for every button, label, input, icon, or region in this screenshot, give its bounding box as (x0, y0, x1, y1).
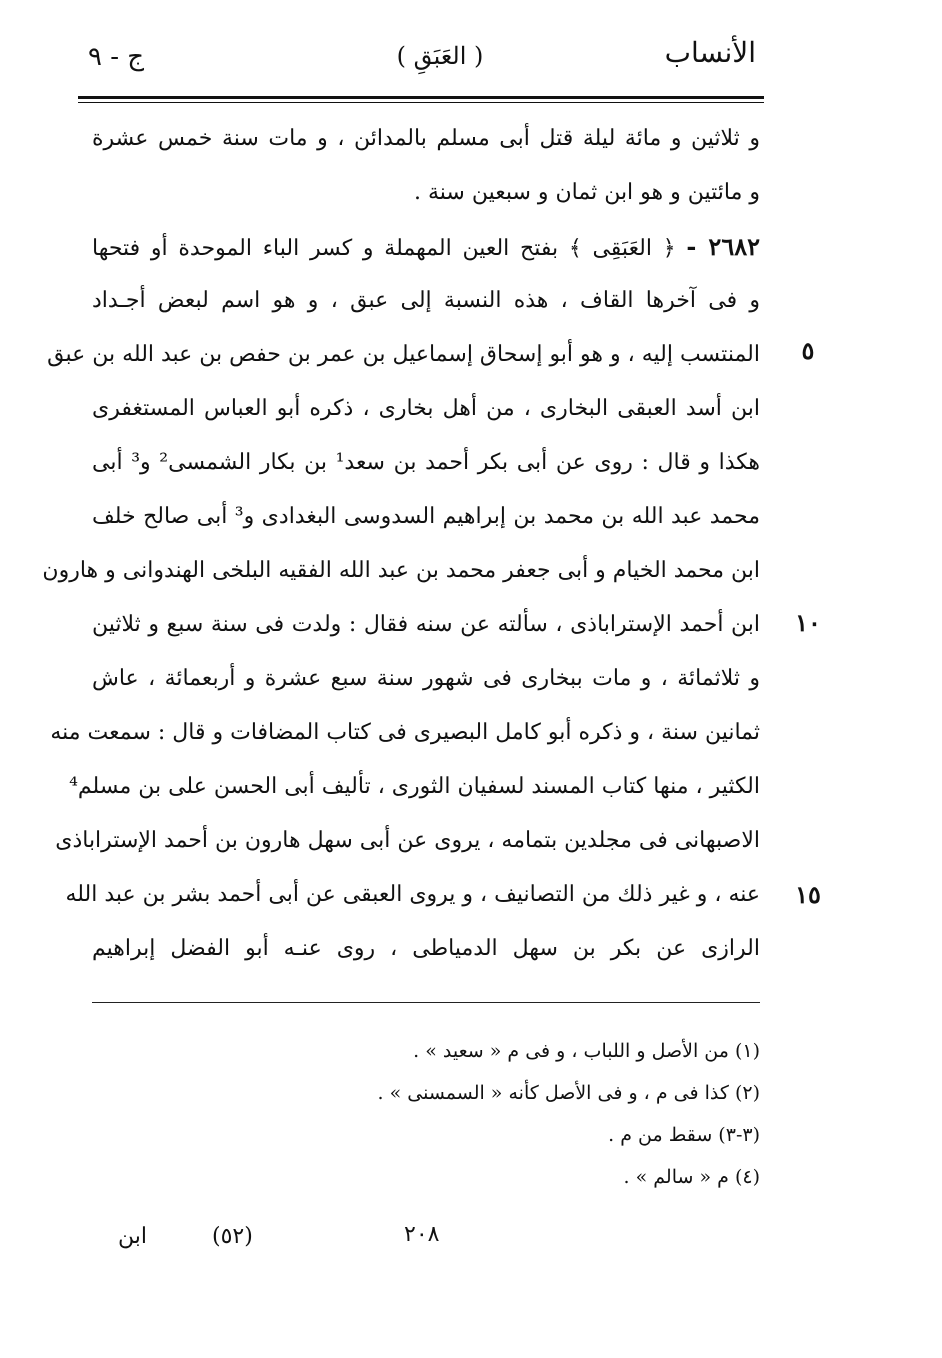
running-header-book: الأنساب (664, 36, 756, 69)
text-line: ابن أسد العبقى البخارى ، من أهل بخارى ، ذكره أبو العباس المستغفرى (92, 396, 760, 421)
running-header-volume: ج - ٩ (88, 42, 145, 72)
text-line: هكذا و قال : روى عن أبى بكر أحمد بن سعد¹ بن بكار الشمسى² و³ أبى (92, 450, 760, 475)
text-line: و مائتين و هو ابن ثمان و سبعين سنة . (413, 180, 760, 205)
entry-title-text: ﴿ العَبَقِى ﴾ بفتح العين المهملة و كسر الباء الموحدة أو فتحها (92, 236, 676, 261)
text-line: المنتسب إليه ، و هو أبو إسحاق إسماعيل بن عمر بن حفص بن عبد الله بن عبق (47, 342, 760, 367)
text-line: الاصبهانى فى مجلدين بتمامه ، يروى عن أبى سهل هارون بن أحمد الإستراباذى (55, 828, 760, 853)
footnote-item: (١) من الأصل و اللباب ، و فى م « سعيد » . (413, 1040, 760, 1062)
page-number: ٢٠٨ (404, 1222, 440, 1247)
running-header-nisba: ( العَبَقِ ) (396, 42, 484, 70)
header-rule-thick (78, 96, 764, 99)
line-number-10: ١٠ (795, 608, 821, 637)
catchword: ابن (118, 1224, 147, 1249)
line-number-5: ٥ (801, 336, 815, 365)
entry-number: ٢٦٨٢ - (686, 232, 760, 261)
text-line: الكثير ، منها كتاب المسند لسفيان الثورى ، تأليف أبى الحسن على بن مسلم⁴ (69, 774, 760, 799)
signature-mark: (٥٢) (212, 1224, 253, 1249)
text-line: ابن محمد الخيام و أبى جعفر محمد بن عبد الله الفقيه البلخى الهندوانى و هارون (42, 558, 760, 583)
text-line: عنه ، و غير ذلك من التصانيف ، و يروى العبقى عن أبى أحمد بشر بن عبد الله (65, 882, 760, 907)
text-line: و ثلاثمائة ، و مات ببخارى فى شهور سنة سبع عشرة و أربعمائة ، عاش (92, 666, 760, 691)
footnote-item: (٣-٣) سقط من م . (608, 1124, 760, 1146)
text-line: الرازى عن بكر بن سهل الدمياطى ، روى عنـه أبو الفضل إبراهيم (92, 936, 760, 961)
text-line: و فى آخرها القاف ، هذه النسبة إلى عبق ، و هو اسم لبعض أجـداد (92, 288, 760, 313)
text-line: و ثلاثين و مائة ليلة قتل أبى مسلم بالمدائن ، و مات سنة خمس عشرة (92, 126, 760, 151)
footnote-item: (٢) كذا فى م ، و فى الأصل كأنه « السمسنى » . (377, 1082, 760, 1104)
footnote-item: (٤) م « سالم » . (623, 1166, 760, 1188)
header-rule-thin (78, 102, 764, 103)
footnotes (300, 1030, 760, 1198)
entry-heading-line (92, 220, 760, 274)
text-line: ابن أحمد الإستراباذى ، سألته عن سنه فقال : ولدت فى سنة سبع و ثلاثين (92, 612, 760, 637)
footnote-rule (92, 1002, 760, 1003)
line-number-15: ١٥ (795, 880, 821, 909)
text-line: ثمانين سنة ، و ذكره أبو كامل البصيرى فى كتاب المضافات و قال : سمعت منه (50, 720, 760, 745)
main-text (42, 112, 761, 976)
text-line: محمد عبد الله بن محمد بن إبراهيم السدوسى البغدادى و³ أبى صالح خلف (92, 504, 761, 529)
